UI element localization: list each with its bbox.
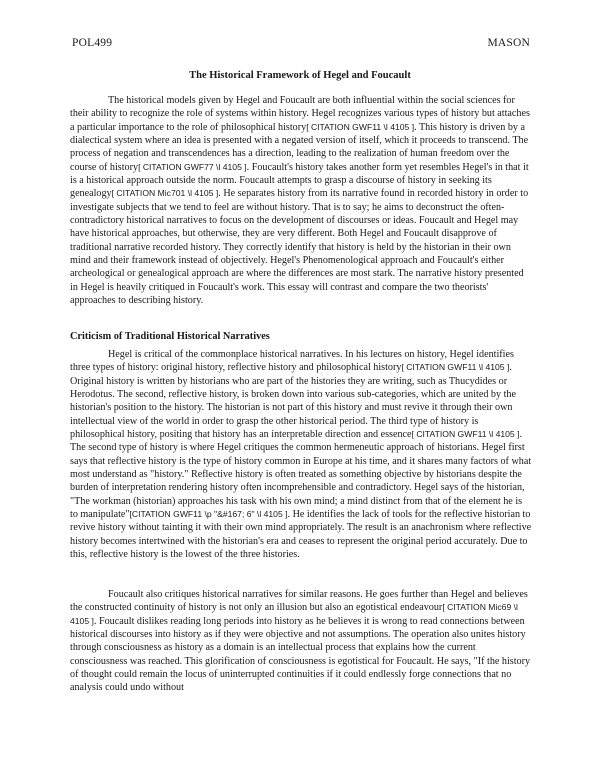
paragraph-intro <box>70 94 532 308</box>
citation-field: [ CITATION GWF11 \l 4105 ] <box>411 429 520 440</box>
citation-field: [CITATION GWF11 \p "&#167; 6" \l 4105 ] <box>129 509 288 520</box>
paragraph-text: Hegel is critical of the commonplace historical narratives. In his lectures on history, Hegel identifies three types of history: original history, reflective history and philosophical history <box>70 349 514 374</box>
paragraph-text: . Foucault dislikes reading long periods into history as he believes it is wrong to read connections between historical discourses into history as if they were objective and not assumptions. The operation also unites history through consciousness as history as a domain is an intellectual process that explains how the current consciousness was reached. This glorification of consciousness is egotistical for Foucault. He says, "If the history of thought could remain the locus of uninterrupted continuities if it could endlessly forge connections that no analysis could undo without <box>70 615 531 694</box>
paragraph-text: The historical models given by Hegel and Foucault are both influential within the social sciences for their ability to recognize the role of systems within history. Hegel recognizes various types of history but attaches a particular importance to the role of philosophical history <box>70 95 530 133</box>
citation-field: [ CITATION GWF11 \l 4105 ] <box>306 121 415 132</box>
paragraph-hegel <box>70 348 532 562</box>
citation-field: [ CITATION Mic701 \l 4105 ] <box>111 188 219 199</box>
paragraph-text: . The second type of history is where Hegel critiques the common hermeneutic approach of historians. Hegel first says that reflective history is the type of history common in Europe at his time, and it shares many factors of what most understand as "history." Reflective history is often treated as something objective by historians despite the burden of interpretation rendering history often incomprehensible and contradictory. Hegel says of the historian, "The workman (historian) approaches his task with his own mind; a mind distinct from that of the element he is to manipulate" <box>70 429 532 521</box>
paragraph-text: . Original history is written by historians who are part of the histories they are writing, such as Thucydides or Herodotus. The second, reflective history, is broken down into various sub-categories, which are united by the historian's position to the history. The historian is not part of this history and must revive it through their own intellectual view of the world in order to grasp the other historical period. The third type of history is philosophical history, positing that history has an interpretable direction and essence <box>70 362 516 441</box>
paragraph-text: . He identifies the lack of tools for the reflective historian to revive history without tainting it with their own mind appropriately. The result is an anachronism where reflective history becomes intertwined with the historian's era and ceases to represent the original period accurately. Due to this, reflective history is the lowest of the three histories. <box>70 509 532 561</box>
paragraph-text: Foucault also critiques historical narratives for similar reasons. He goes further than Hegel and believes the constructed continuity of history is not only an illusion but also an egotistical endeavour <box>70 589 528 614</box>
citation-field: [ CITATION GWF77 \l 4105 ] <box>138 161 247 172</box>
running-header-author: MASON <box>487 37 530 49</box>
paragraph-text: . He separates history from its narrative found in recorded history in order to investigate subjects that we tend to feel are without history. That is to say; he aims to deconstruct the often-contradictory historical narratives to focus on the development of discourses or ideas. Foucault and Hegel may have historical approaches, but otherwise, they are very different. Both Hegel and Foucault disapprove of traditional narrative recorded history. They correctly identify that history is held by the historian in their own mind and their framework instead of objectively. Hegel's Phenomenological approach and Foucault's either archeological or genealogical approach are where the differences are most stark. The narrative history presented in Hegel is heavily critiqued in Foucault's work. This essay will contrast and compare the two theorists' approaches to describing history. <box>70 188 529 307</box>
paragraph-foucault <box>70 588 532 695</box>
paragraph-text: . Foucault's history takes another form yet resembles Hegel's in that it is a historical approach outside the norm. Foucault attempts to grasp a discourse of history in seeking its genealogy <box>70 161 529 200</box>
citation-field: [ CITATION Mic69 \l 4105 ] <box>70 602 518 626</box>
paragraph-text: . This history is driven by a dialectical system where an idea is presented with a negated version of itself, which it proceeds to transcend. The process of negation and transcendences has a direction, leading to the realization of human freedom over the course of history <box>70 121 529 173</box>
citation-field: [ CITATION GWF11 \l 4105 ] <box>401 362 510 373</box>
section-heading: Criticism of Traditional Historical Narratives <box>70 331 270 342</box>
running-header-course: POL499 <box>72 37 113 49</box>
essay-title: The Historical Framework of Hegel and Foucault <box>189 70 411 81</box>
